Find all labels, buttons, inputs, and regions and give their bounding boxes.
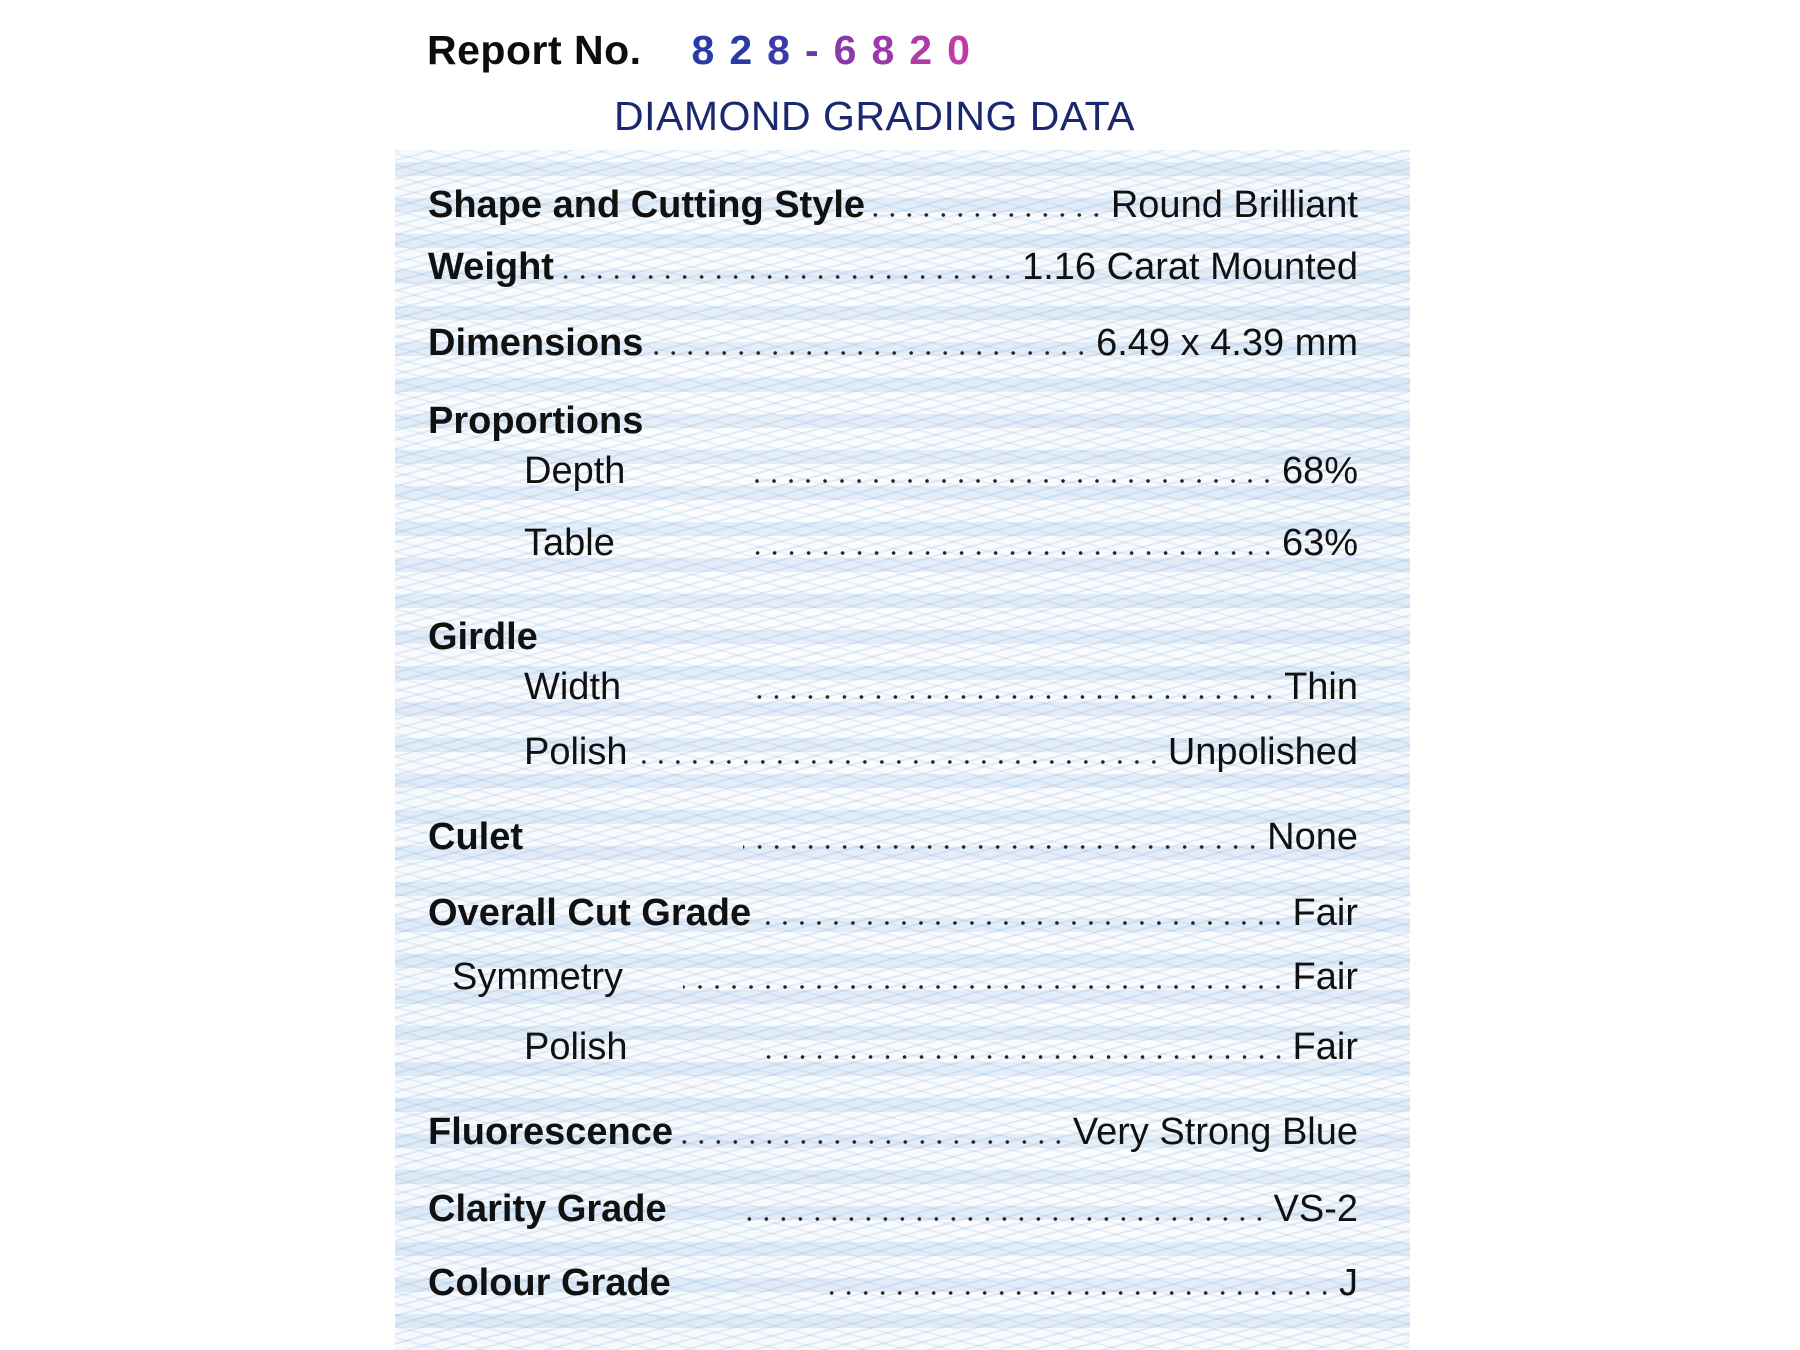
girdle-polish-value: Unpolished: [1167, 731, 1358, 773]
polish-value: Fair: [1292, 1026, 1358, 1068]
dot-leader: [560, 274, 1016, 280]
culet-row: [428, 810, 1358, 860]
overall-cut-value: Fair: [1292, 892, 1358, 934]
proportions-title: Proportions: [428, 400, 644, 442]
clarity-label: Clarity Grade: [428, 1188, 667, 1230]
depth-row: [428, 444, 1358, 494]
dot-leader: [634, 759, 1162, 765]
report-number-digit: 2: [909, 26, 933, 73]
shape-row: [428, 178, 1358, 228]
symmetry-row: [428, 950, 1358, 1000]
fluorescence-label: Fluorescence: [428, 1111, 673, 1153]
report-number-digit: 2: [729, 26, 753, 73]
dot-leader: [683, 984, 1287, 990]
colour-value: J: [1339, 1262, 1358, 1304]
girdle-width-row: [428, 660, 1358, 710]
dot-leader: [679, 1139, 1067, 1145]
colour-row: [428, 1256, 1358, 1306]
weight-label: Weight: [428, 246, 554, 288]
report-label: Report No.: [427, 26, 642, 73]
dot-leader: [821, 1290, 1333, 1296]
dot-leader: [743, 844, 1261, 850]
girdle-width-value: Thin: [1284, 666, 1358, 708]
overall-cut-row: [428, 886, 1358, 936]
culet-label: Culet: [428, 816, 523, 858]
polish-row: [428, 1020, 1358, 1070]
girdle-polish-row: [428, 725, 1358, 775]
shape-label: Shape and Cutting Style: [428, 184, 866, 226]
dimensions-label: Dimensions: [428, 322, 644, 364]
dot-leader: [755, 478, 1276, 484]
fluorescence-value: Very Strong Blue: [1072, 1111, 1358, 1153]
report-number-digit: 8: [871, 26, 895, 73]
table-row: [428, 516, 1358, 566]
clarity-value: VS-2: [1273, 1188, 1358, 1230]
dot-leader: [871, 212, 1105, 218]
overall-cut-label: Overall Cut Grade: [428, 892, 752, 934]
report-number-digit: 8: [691, 26, 715, 73]
report-number-digit: 8: [767, 26, 790, 73]
fluorescence-row: [428, 1105, 1358, 1155]
girdle-width-label: Width: [524, 666, 622, 708]
symmetry-value: Fair: [1292, 956, 1358, 998]
girdle-polish-label: Polish: [524, 731, 628, 773]
table-value: 63%: [1281, 522, 1358, 564]
colour-label: Colour Grade: [428, 1262, 671, 1304]
dot-leader: [737, 1216, 1268, 1222]
dot-leader: [757, 920, 1286, 926]
dot-leader: [649, 350, 1090, 356]
report-number-digit: 6: [833, 26, 857, 73]
clarity-row: [428, 1182, 1358, 1232]
dot-leader: [751, 694, 1278, 700]
report-number-digit: -: [804, 26, 819, 73]
shape-value: Round Brilliant: [1110, 184, 1358, 226]
report-number: [692, 27, 985, 74]
weight-row: [428, 240, 1358, 290]
report-number-line: [427, 22, 985, 78]
depth-label: Depth: [524, 450, 626, 492]
girdle-title: Girdle: [428, 616, 538, 658]
culet-value: None: [1267, 816, 1358, 858]
dot-leader: [758, 1054, 1287, 1060]
document-heading: DIAMOND GRADING DATA: [614, 92, 1135, 139]
report-number-digit: 0: [947, 26, 970, 73]
dimensions-value: 6.49 x 4.39 mm: [1096, 322, 1358, 364]
table-label: Table: [524, 522, 615, 564]
weight-value: 1.16 Carat Mounted: [1022, 246, 1358, 288]
depth-value: 68%: [1281, 450, 1358, 492]
dimensions-row: [428, 316, 1358, 366]
symmetry-label: Symmetry: [452, 956, 623, 998]
polish-label: Polish: [524, 1026, 628, 1068]
dot-leader: [745, 550, 1276, 556]
